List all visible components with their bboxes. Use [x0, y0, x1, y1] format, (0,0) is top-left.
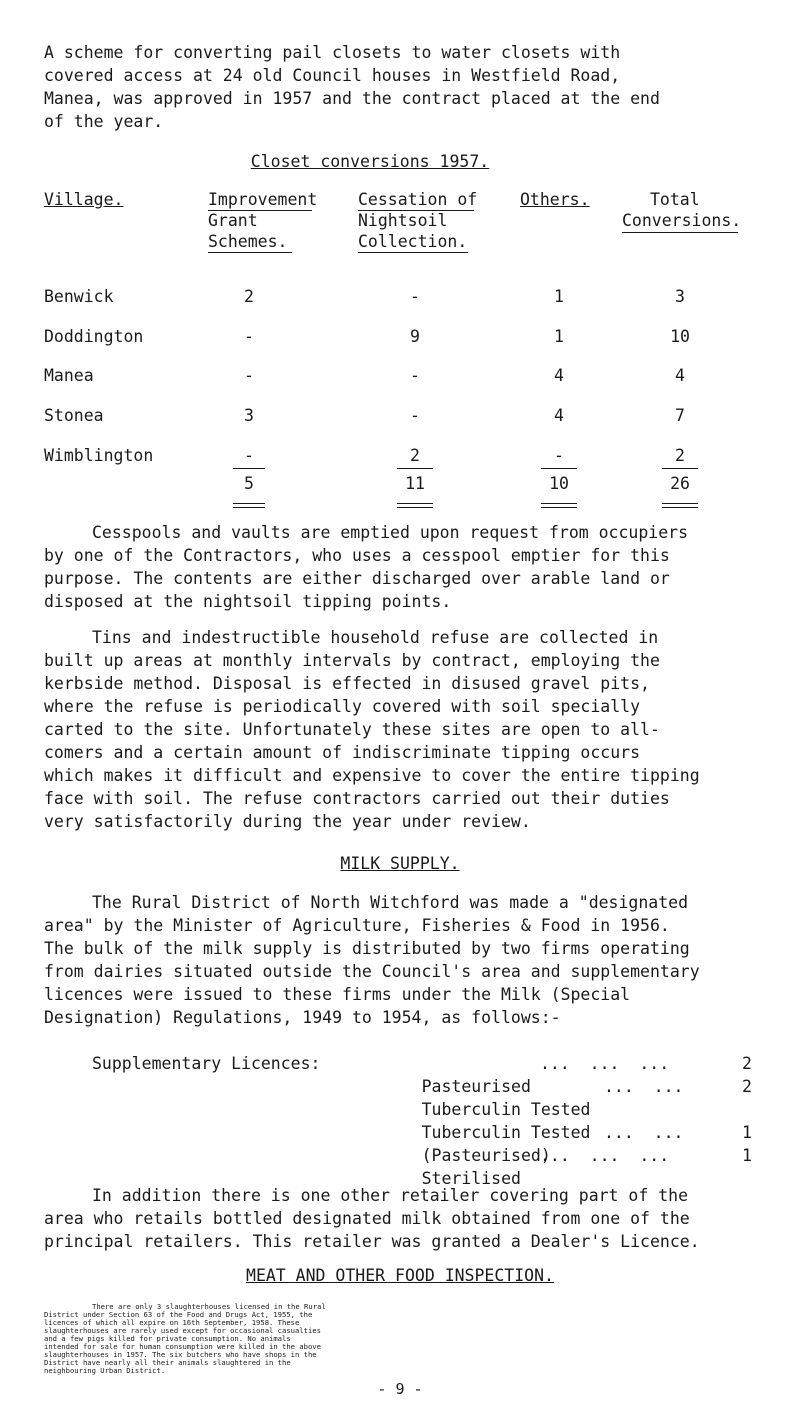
intro-paragraph [44, 41, 784, 133]
column-header-total: Total [650, 190, 700, 209]
column-header-total-line2: Conversions. [622, 211, 742, 230]
others-total: 10 [549, 474, 569, 493]
improvement-value: 3 [244, 406, 254, 425]
retailer-paragraph [44, 1184, 784, 1253]
others-value: 4 [554, 366, 564, 385]
text-line: by one of the Contractors, who uses a cesspool emptier for this [44, 546, 670, 565]
text-line: principal retailers. This retailer was granted a Dealer's Licence. [44, 1232, 700, 1251]
header-rule [358, 210, 474, 211]
double-rule [662, 503, 698, 508]
sum-rule [541, 468, 577, 469]
text-line: face with soil. The refuse contractors carried out their duties [44, 789, 670, 808]
text-line: licences were issued to these firms under the Milk (Special [44, 985, 631, 1004]
licence-name: (Pasteurised) [421, 1146, 551, 1165]
double-rule [397, 503, 433, 508]
improvement-value: - [244, 366, 254, 385]
village-name: Manea [44, 366, 94, 385]
leader-dots: ... ... ... [540, 1054, 670, 1073]
text-line: covered access at 24 old Council houses in Westfield Road, [44, 66, 621, 85]
refuse-paragraph [44, 626, 784, 833]
meat-paragraph [44, 1303, 784, 1375]
text-line: Designation) Regulations, 1949 to 1954, as follows:- [44, 1008, 561, 1027]
licence-count: 1 [742, 1146, 752, 1165]
total-value: 4 [675, 366, 685, 385]
column-header-others: Others. [520, 190, 590, 209]
improvement-value: - [244, 327, 254, 346]
cesspools-paragraph [44, 521, 784, 613]
licence-count: 2 [742, 1077, 752, 1096]
text-line: disposed at the nightsoil tipping points. [44, 592, 452, 611]
others-value: 4 [554, 406, 564, 425]
column-header-cessation-line2: Nightsoil [358, 211, 448, 230]
total-value: 2 [675, 446, 685, 465]
sum-rule [662, 468, 698, 469]
text-line: A scheme for converting pail closets to water closets with [44, 43, 621, 62]
text-line: of the year. [44, 112, 164, 131]
header-rule [358, 252, 468, 253]
text-line: The Rural District of North Witchford was made a "designated [92, 893, 689, 912]
leader-dots: ... ... [604, 1123, 684, 1142]
licence-count: 2 [742, 1054, 752, 1073]
leader-dots: ... ... ... [540, 1146, 670, 1165]
page-number: - 9 - [0, 1379, 800, 1399]
cessation-value: 2 [410, 446, 420, 465]
column-header-improvement-line3: Schemes. [208, 232, 288, 251]
text-line: from dairies situated outside the Council's area and supplementary [44, 962, 700, 981]
text-line: carted to the site. Unfortunately these sites are open to all- [44, 720, 660, 739]
text-line: where the refuse is periodically covered with soil specially [44, 697, 641, 716]
cessation-value: - [410, 287, 420, 306]
text-line: comers and a certain amount of indiscriminate tipping occurs [44, 743, 641, 762]
text-line: kerbside method. Disposal is effected in disused gravel pits, [44, 674, 650, 693]
improvement-total: 5 [244, 474, 254, 493]
text-line: Cesspools and vaults are emptied upon request from occupiers [92, 523, 689, 542]
licence-count: 1 [742, 1123, 752, 1142]
cessation-value: - [410, 406, 420, 425]
header-rule [208, 252, 292, 253]
conversions-total: 26 [670, 474, 690, 493]
cessation-value: - [410, 366, 420, 385]
licence-name: Pasteurised [421, 1077, 531, 1096]
column-header-improvement: Improvement [208, 190, 318, 209]
text-line: slaughterhouses in 1957. The six butchers who have shops in the [44, 1350, 317, 1359]
total-value: 7 [675, 406, 685, 425]
licence-name: Tuberculin Tested [421, 1123, 591, 1142]
total-value: 10 [670, 327, 690, 346]
text-line: The bulk of the milk supply is distributed by two firms operating [44, 939, 690, 958]
sum-rule [397, 468, 433, 469]
village-name: Stonea [44, 406, 104, 425]
column-header-improvement-line2: Grant [208, 211, 258, 230]
improvement-value: - [244, 446, 254, 465]
table-title: Closet conversions 1957. [250, 152, 490, 171]
text-line: neighbouring Urban District. [44, 1366, 166, 1375]
licences-label: Supplementary Licences: [92, 1054, 321, 1073]
text-line: Tins and indestructible household refuse are collected in [92, 628, 659, 647]
milk-paragraph [44, 891, 784, 1029]
cessation-value: 9 [410, 327, 420, 346]
text-line: In addition there is one other retailer covering part of the [92, 1186, 689, 1205]
text-line: and a few pigs killed for private consumption. No animals [44, 1334, 291, 1343]
text-line: area who retails bottled designated milk obtained from one of the [44, 1209, 690, 1228]
text-line: District have nearly all their animals slaughtered in the [44, 1358, 291, 1367]
header-rule [208, 210, 312, 211]
header-rule [622, 232, 738, 233]
column-header-cessation-line3: Collection. [358, 232, 468, 251]
text-line: very satisfactorily during the year under review. [44, 812, 531, 831]
others-value: 1 [554, 327, 564, 346]
text-line: Manea, was approved in 1957 and the contract placed at the end [44, 89, 660, 108]
text-line: which makes it difficult and expensive to cover the entire tipping [44, 766, 700, 785]
milk-supply-heading: MILK SUPPLY. [340, 854, 460, 873]
text-line: intended for sale for human consumption were killed in the above [44, 1342, 321, 1351]
improvement-value: 2 [244, 287, 254, 306]
village-name: Doddington [44, 327, 144, 346]
leader-dots: ... ... [604, 1077, 684, 1096]
text-line: slaughterhouses are rarely used except for occasional casualties [44, 1326, 321, 1335]
village-name: Benwick [44, 287, 114, 306]
licence-name: Sterilised [421, 1169, 521, 1188]
text-line: licences of which all expire on 16th September, 1958. These [44, 1318, 300, 1327]
text-line: There are only 3 slaughterhouses licensed in the Rural [92, 1302, 326, 1311]
village-name: Wimblington [44, 446, 154, 465]
text-line: built up areas at monthly intervals by contract, employing the [44, 651, 660, 670]
double-rule [233, 503, 265, 508]
column-header-cessation: Cessation of [358, 190, 478, 209]
others-value: - [554, 446, 564, 465]
cessation-total: 11 [405, 474, 425, 493]
double-rule [541, 503, 577, 508]
sum-rule [233, 468, 265, 469]
text-line: purpose. The contents are either discharged over arable land or [44, 569, 670, 588]
meat-inspection-heading: MEAT AND OTHER FOOD INSPECTION. [246, 1266, 554, 1285]
column-header-village: Village. [44, 190, 124, 209]
licence-name: Tuberculin Tested [421, 1100, 591, 1119]
text-line: District under Section 63 of the Food and Drugs Act, 1955, the [44, 1310, 313, 1319]
total-value: 3 [675, 287, 685, 306]
text-line: area" by the Minister of Agriculture, Fisheries & Food in 1956. [44, 916, 670, 935]
others-value: 1 [554, 287, 564, 306]
